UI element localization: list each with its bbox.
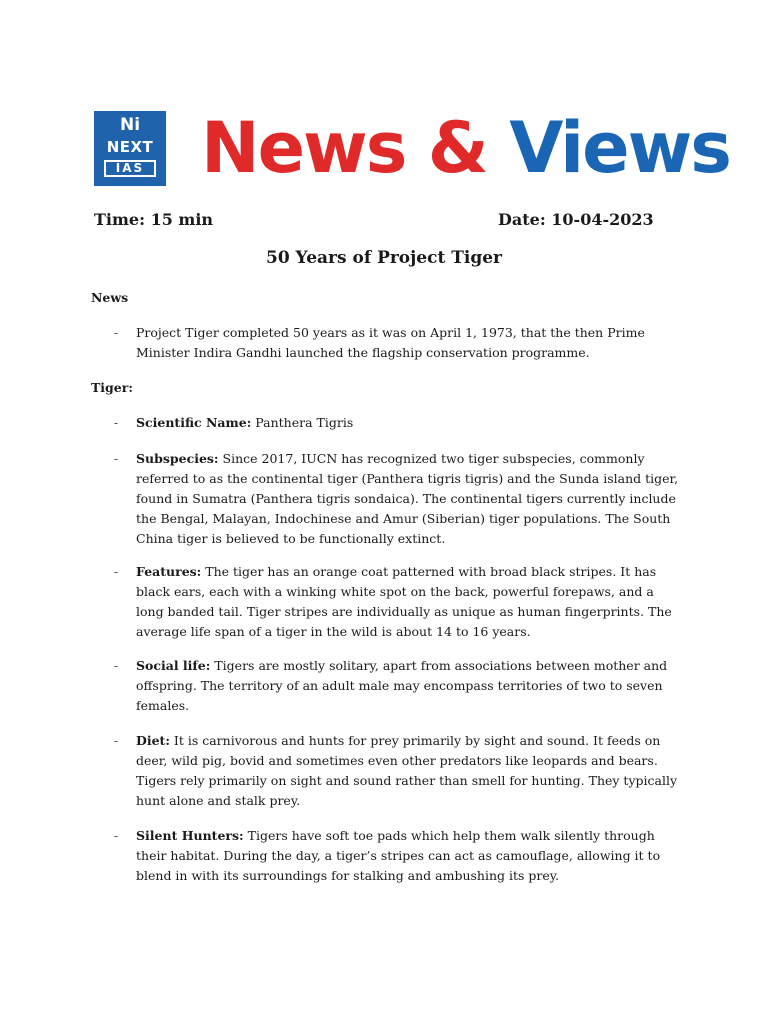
- bullet-marker: -: [114, 734, 119, 748]
- tiger-item-subspecies: [136, 449, 684, 549]
- bullet-marker: -: [114, 659, 119, 673]
- news-item-text: Project Tiger completed 50 years as it was on April 1, 1973, that the then Prime Minister Indira Gandhi launched the flagship conservation programme.: [136, 325, 645, 360]
- logo-ias-text: IAS: [104, 160, 156, 177]
- time-label: Time: [94, 210, 140, 229]
- item-text: Tigers have soft toe pads which help them walk silently through their habitat. During the day, a tiger’s stripes can act as camouflage, allowing it to blend in with its surroundings for stalking and ambushing its prey.: [136, 828, 661, 883]
- date-value: : 10-04-2023: [539, 210, 654, 229]
- item-text: Tigers are mostly solitary, apart from associations between mother and offspring. The territory of an adult male may encompass territories of two to seven females.: [136, 658, 668, 713]
- bullet-marker: -: [114, 452, 119, 466]
- date-info: [498, 210, 654, 229]
- document-title: 50 Years of Project Tiger: [265, 248, 503, 268]
- tiger-item-diet: [136, 731, 684, 811]
- tiger-item-social-life: [136, 656, 684, 716]
- item-term: Silent Hunters:: [136, 828, 244, 843]
- item-text: It is carnivorous and hunts for prey primarily by sight and sound. It feeds on deer, wild pig, bovid and sometimes even other predators like leopards and bears. Tigers rely primarily on sight and sound rather than smell for hunting. They typically hunt alone and stalk prey.: [136, 733, 678, 808]
- date-label: Date: [498, 210, 540, 229]
- section-heading-news: News: [91, 290, 129, 305]
- bullet-marker: -: [114, 326, 119, 340]
- bullet-marker: -: [114, 565, 119, 579]
- time-value: : 15 min: [139, 210, 214, 229]
- item-term: Scientific Name:: [136, 415, 252, 430]
- time-info: [94, 210, 213, 229]
- logo-ni-mark: Ni: [119, 115, 141, 135]
- news-item: [136, 323, 684, 363]
- brand-title-news: News &: [201, 107, 510, 189]
- tiger-item-silent-hunters: [136, 826, 684, 886]
- bullet-marker: -: [114, 416, 119, 430]
- item-term: Features:: [136, 564, 202, 579]
- tiger-item-scientific-name: [136, 413, 684, 433]
- brand-title: [201, 106, 730, 190]
- section-heading-tiger: Tiger:: [91, 380, 133, 395]
- item-text: The tiger has an orange coat patterned with broad black stripes. It has black ears, each with a winking white spot on the back, powerful forepaws, and a long banded tail. Tiger stripes are individually as unique as human fingerprints. The average life span of a tiger in the wild is about 14 to 16 years.: [136, 564, 672, 639]
- brand-title-views: Views: [509, 107, 730, 189]
- bullet-marker: -: [114, 829, 119, 843]
- item-text: Panthera Tigris: [251, 415, 354, 430]
- item-term: Social life:: [136, 658, 211, 673]
- tiger-item-features: [136, 562, 684, 642]
- item-term: Subspecies:: [136, 451, 219, 466]
- logo-next-text: NEXT: [106, 138, 154, 156]
- item-text: Since 2017, IUCN has recognized two tiger subspecies, commonly referred to as the continental tiger (Panthera tigris tigris) and the Sunda island tiger, found in Sumatra (Panthera tigris sondaica). The continental tigers currently include the Bengal, Malayan, Indochinese and Amur (Siberian) tiger populations. The South China tiger is believed to be functionally extinct.: [136, 451, 679, 546]
- item-term: Diet:: [136, 733, 170, 748]
- next-ias-logo: [94, 111, 166, 186]
